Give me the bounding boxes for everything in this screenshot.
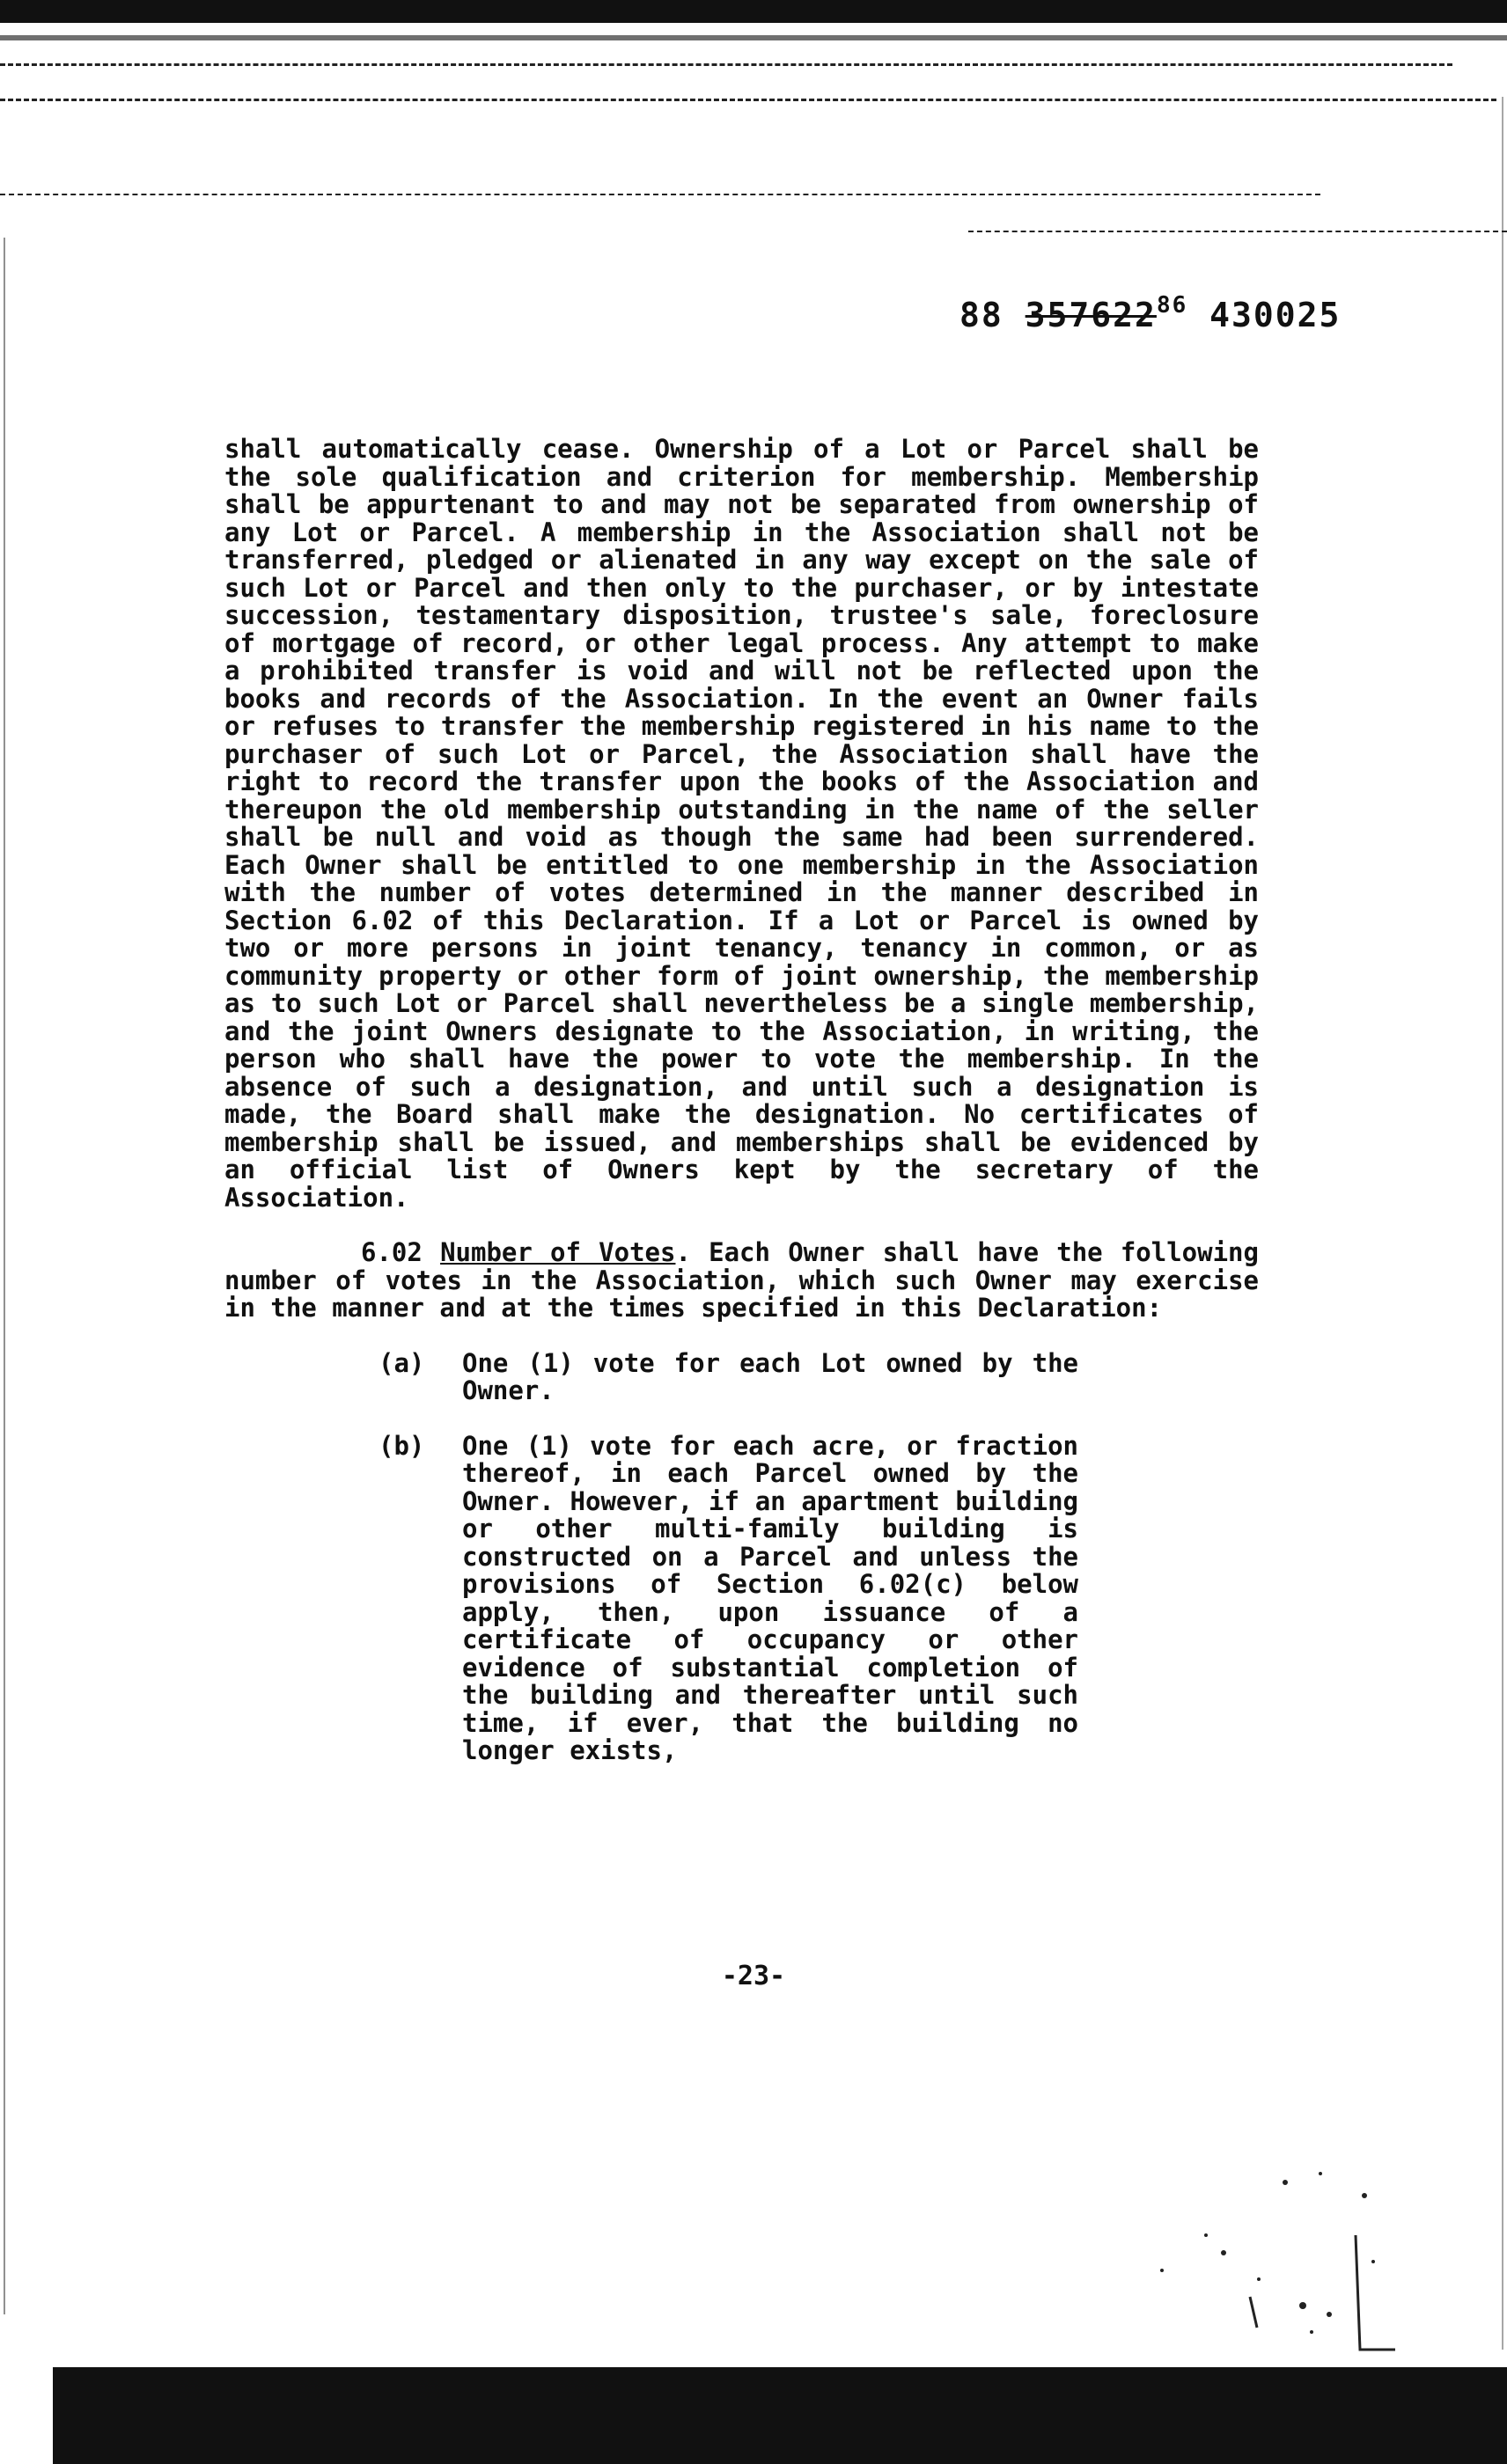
- page-number: -23-: [721, 1961, 786, 1991]
- recording-number-stamp: [959, 292, 1341, 334]
- document-body: [224, 436, 1259, 1765]
- section-number: 6.02: [361, 1237, 423, 1267]
- list-item-label: (a): [379, 1347, 425, 1378]
- scan-bottom-notch: [0, 2367, 53, 2464]
- scan-left-edge: [4, 238, 5, 2314]
- scan-dash-line-1: [0, 63, 1452, 66]
- scan-top-edge: [0, 0, 1507, 23]
- stamp-superscript: 86: [1156, 292, 1188, 319]
- scan-noise-marks: [1100, 2156, 1400, 2367]
- scan-dash-line-4: [968, 231, 1507, 232]
- stamp-struck-number: 357622: [1025, 296, 1157, 334]
- list-item: [224, 1430, 1259, 1765]
- list-item-label: (b): [379, 1430, 425, 1461]
- list-item-text: One (1) vote for each acre, or fraction thereof, in each Parcel owned by the Owner. However, if an apartment building or other multi-family building is constructed on a Parcel and unless the provisions of Section 6.02(c) below apply, then, upon issuance of a certificate of occupancy or other evidence of substantial completion of the building and thereafter until such time, if ever, that the building no longer exists,: [462, 1430, 1078, 1765]
- scan-top-band: [0, 35, 1507, 40]
- membership-paragraph: shall automatically cease. Ownership of a Lot or Parcel shall be the sole qualification and criterion for membership. Membership shall be appurtenant to and may not be separated from ownership of any Lot or Parcel. A membership in the Association shall not be transferred, pledged or alienated in any way except on the sale of such Lot or Parcel and then only to the purchaser, or by intestate succession, testamentary disposition, trustee's sale, foreclosure of mortgage of record, or other legal process. Any attempt to make a prohibited transfer is void and will not be reflected upon the books and records of the Association. In the event an Owner fails or refuses to transfer the membership registered in his name to the purchaser of such Lot or Parcel, the Association shall have the right to record the transfer upon the books of the Association and thereupon the old membership outstanding in the name of the seller shall be null and void as though the same had been surrendered. Each Owner shall be entitled to one membership in the Association with the number of votes determined in the manner described in Section 6.02 of this Declaration. If a Lot or Parcel is owned by two or more persons in joint tenancy, tenancy in common, or as community property or other form of joint ownership, the membership as to such Lot or Parcel shall nevertheless be a single membership, and the joint Owners designate to the Association, in writing, the person who shall have the power to vote the membership. In the absence of such a designation, and until such a designation is made, the Board shall make the designation. No certificates of membership shall be issued, and memberships shall be evidenced by an official list of Owners kept by the secretary of the Association.: [224, 434, 1259, 1213]
- scan-dash-line-3: [0, 194, 1320, 195]
- section-heading: Number of Votes: [440, 1237, 676, 1267]
- stamp-number: 430025: [1209, 296, 1342, 334]
- scan-right-edge: [1502, 97, 1503, 2350]
- list-item-text: One (1) vote for each Lot owned by the Owner.: [462, 1347, 1078, 1405]
- scan-bottom-edge: [0, 2367, 1507, 2464]
- list-item: [224, 1347, 1259, 1405]
- section-text: . Each Owner shall have the following number of votes in the Association, which such Owner may exercise in the manner and at the times specified in this Declaration:: [224, 1237, 1259, 1323]
- section-6-02-paragraph: [224, 1239, 1259, 1323]
- stamp-prefix: 88: [959, 296, 1003, 334]
- scan-dash-line-2: [0, 99, 1496, 101]
